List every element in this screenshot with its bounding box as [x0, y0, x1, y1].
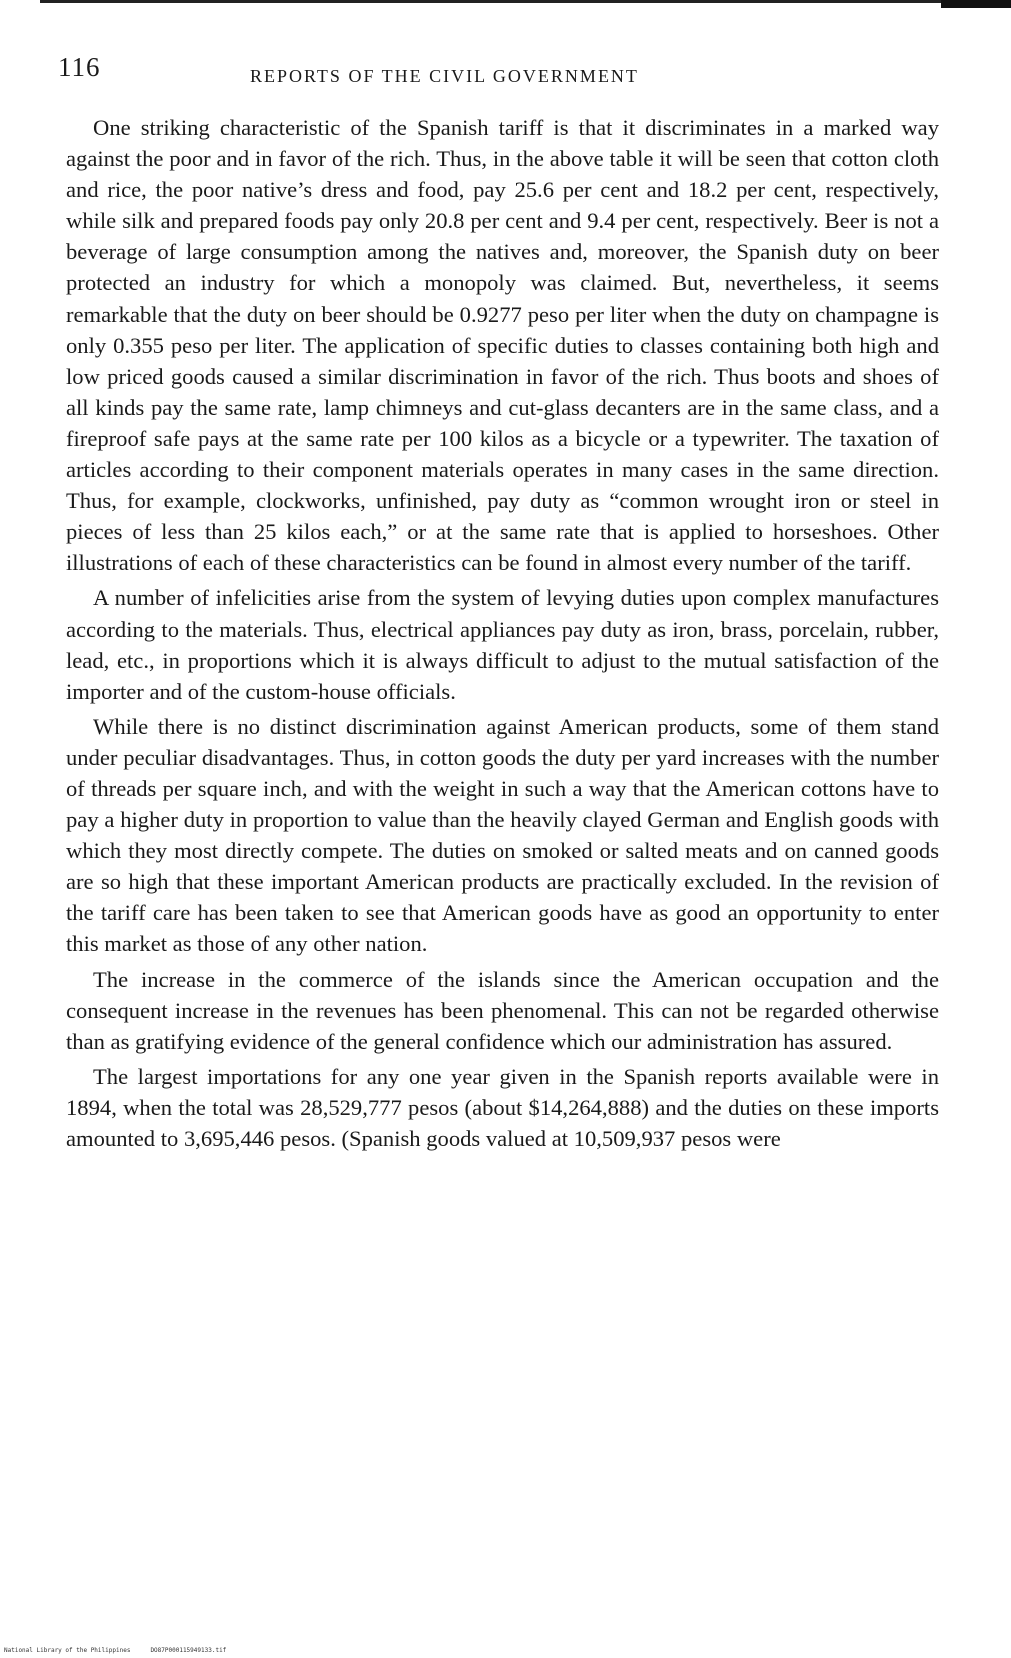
- page-body: [66, 112, 939, 1158]
- paragraph-largest-importations: The largest importations for any one year given in the Spanish reports available were in 1894, when the total was 28,529,777 pesos (about $14,264,888) and the duties on these imports amounted to 3,695,446 pesos. (Spanish goods valued at 10,509,937 pesos were: [66, 1063, 939, 1151]
- top-border-rule: [40, 0, 1011, 3]
- paragraph-tariff-discrimination: One striking characteristic of the Spanish tariff is that it discriminates in a marked way against the poor and in favor of the rich. Thus, in the above table it will be seen that cotton cloth and rice, the poor native’s dress and food, pay 25.6 per cent and 18.2 per cent, respectively, while silk and prepared foods pay only 20.8 per cent and 9.4 per cent, respectively. Beer is not a beverage of large consumption among the natives and, moreover, the Spanish duty on beer protected an industry for which a monopoly was claimed. But, nevertheless, it seems remarkable that the duty on beer should be 0.9277 peso per liter when the duty on champagne is only 0.355 peso per liter. The application of specific duties to classes containing both high and low priced goods caused a similar discrimination in favor of the rich. Thus boots and shoes of all kinds pay the same rate, lamp chimneys and cut-glass decanters are in the same class, and a fireproof safe pays at the same rate per 100 kilos as a bicycle or a typewriter. The taxation of articles according to their component materials operates in many cases in the same direction. Thus, for example, clockworks, unfinished, pay duty as “common wrought iron or steel in pieces of less than 25 kilos each,” or at the same rate that is applied to horseshoes. Other illustrations of each of these characteristics can be found in almost every number of the tariff.: [66, 115, 939, 576]
- paragraph-american-products: While there is no distinct discrimination against American products, some of them stand under peculiar disadvantages. Thus, in cotton goods the duty per yard increases with the number of threads per square inch, and with the weight in such a way that the American cottons have to pay a higher duty in proportion to value than the heavily clayed German and English goods with which they most directly compete. The duties on smoked or salted meats and on canned goods are so high that these important American products are practically excluded. In the revision of the tariff care has been taken to see that American goods have as good an opportunity to enter this market as those of any other nation.: [66, 713, 939, 957]
- page-number: 116: [58, 52, 101, 82]
- paragraph-commerce-increase: The increase in the commerce of the islands since the American occupation and the consequent increase in the revenues has been phenomenal. This can not be regarded otherwise than as gratifying evidence of the general confidence which our administration has assured.: [66, 966, 939, 1054]
- footer-file-id: DO87P000115949133.tif: [150, 1647, 227, 1654]
- running-head: REPORTS OF THE CIVIL GOVERNMENT: [250, 66, 639, 86]
- scan-edge-mark: [941, 0, 1011, 8]
- footer-library: National Library of the Philippines: [4, 1647, 131, 1654]
- scan-footer: [4, 1647, 226, 1654]
- paragraph-infelicities: A number of infelicities arise from the system of levying duties upon complex manufactures according to the materials. Thus, electrical appliances pay duty as iron, brass, porcelain, rubber, lead, etc., in proportions which it is always difficult to adjust to the mutual satisfaction of the importer and of the custom-house officials.: [66, 585, 939, 704]
